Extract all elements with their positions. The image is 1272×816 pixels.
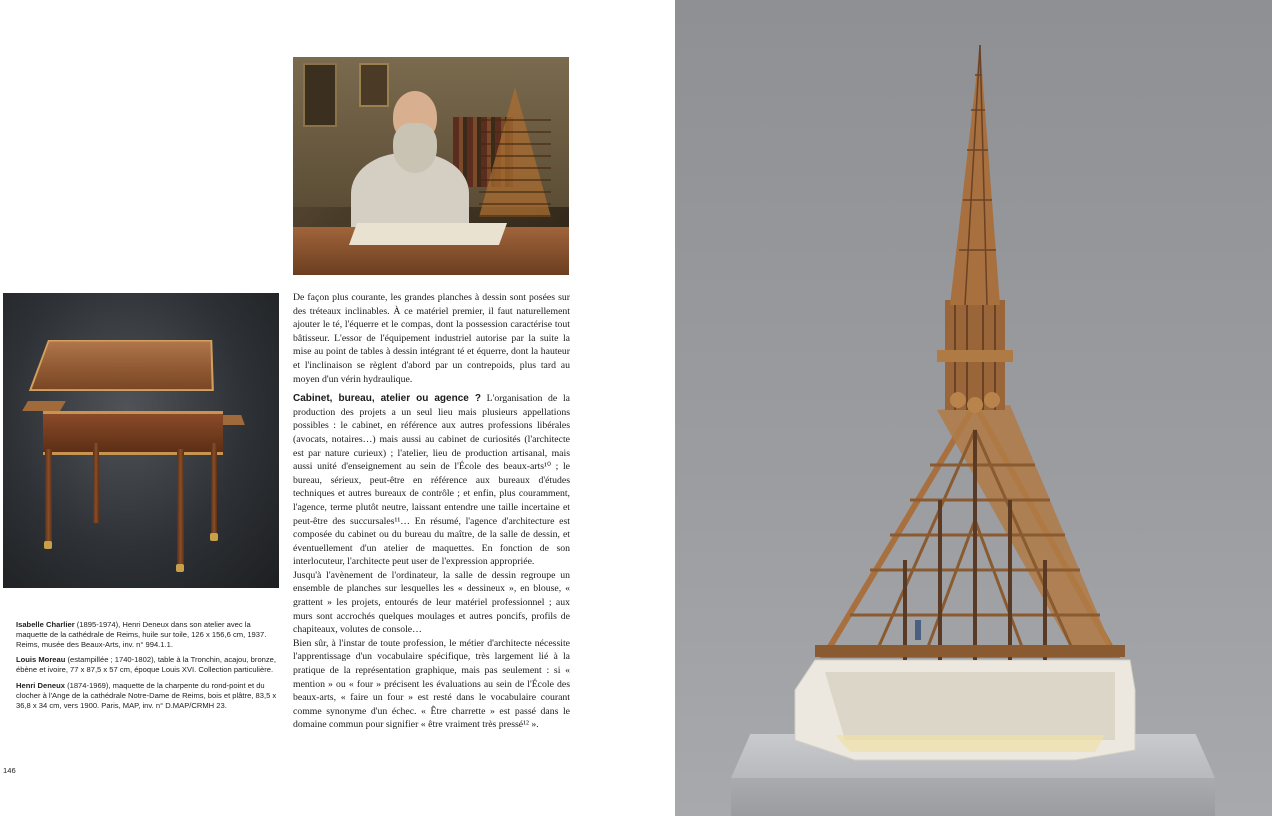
caption-painting: Isabelle Charlier (1895-1974), Henri Deneux dans son atelier avec la maquette de la cathédrale de Reims, huile sur toile, 126 x 156,6 cm, 1937. Reims, musée des Beaux-Arts, inv. n° 994.1.1. [16,620,267,649]
paragraph-4: Bien sûr, à l'instar de toute profession, le métier d'architecte nécessite l'apprentissage d'un vocabulaire spécifique, très largement lié à la pratique de la représentation graphique, mais pas seulement : si « mention » ou « four » précisent les évaluations au sein de l'École des beaux-arts, « faire un four » est resté dans le vocabulaire courant comme synonyme d'un échec. « Être charrette » est passé dans le domaine commun pour signifier « être vraiment très pressé¹² ». [293,637,570,731]
caption-spire-model: Henri Deneux (1874-1969), maquette de la charpente du rond-point et du clocher à l'Ange de la cathédrale Notre-Dame de Reims, bois et plâtre, 83,5 x 36,8 x 34 cm, vers 1900. Paris, MAP, inv. n° D.MAP/CRMH 23. [16,680,277,710]
painting-architect-at-desk [293,57,569,275]
section-lead: Cabinet, bureau, atelier ou agence ? [293,393,481,405]
spire-model-drawing [675,0,1272,816]
caption-table: Louis Moreau (estampillée ; 1740-1802), table à la Tronchin, acajou, bronze, ébène et ivoire, 77 x 87,5 x 57 cm, époque Louis XVI. Collection particulière. [16,655,277,675]
photo-louis-xvi-table [3,293,279,588]
body-text [293,291,570,732]
captions [16,620,278,716]
paragraph-3: Jusqu'à l'avènement de l'ordinateur, la salle de dessin regroupe un ensemble de planches sur lesquelles les « dessineux », en blouse, « grattent » les projets, entourés de leur matériel professionnel ; aux murs sont accrochés quelques moulages et autres poncifs, profils de chapiteaux, volutes de console… [293,569,570,636]
paragraph-2: Cabinet, bureau, atelier ou agence ? L'organisation de la production des projets a un seul lieu mais plusieurs appellations possibles : le cabinet, en référence aux autres professions libérales (avocats, notaires…) mais aussi au cabinet de curiosités (l'architecte est par nature curieux) ; l'atelier, lieu de production artisanal, mais aussi unité d'enseignement au sein de l'École des beaux-arts¹⁰ ; le bureau, sérieux, peut-être en référence aux bureaux d'études techniques et autres bureaux de contrôle ; et enfin, plus couramment, l'agence, terme plutôt neutre, laissant entendre une taille incertaine et peut-être des succursales¹¹… En résumé, l'agence d'architecture est composée du cabinet ou du bureau du maître, de la salle de dessin, et éventuellement d'un atelier de maquettes. En fonction de son interlocuteur, l'architecte peut user de l'expression appropriée. [293,393,570,568]
page-number: 146 [3,766,16,775]
photo-spire-model [675,0,1272,816]
paragraph-1: De façon plus courante, les grandes planches à dessin sont posées sur des tréteaux inclinables. À ce matériel premier, il faut naturellement ajouter le té, l'équerre et le compas, dont la possession caractérise tout bâtisseur. L'essor de l'équipement industriel autorise par la suite la mise au point de tables à dessin intégrant té et équerre, dont la hauteur et l'inclinaison se règlent d'abord par un contrepoids, plus tard au moyen d'un vérin hydraulique. [293,292,570,385]
